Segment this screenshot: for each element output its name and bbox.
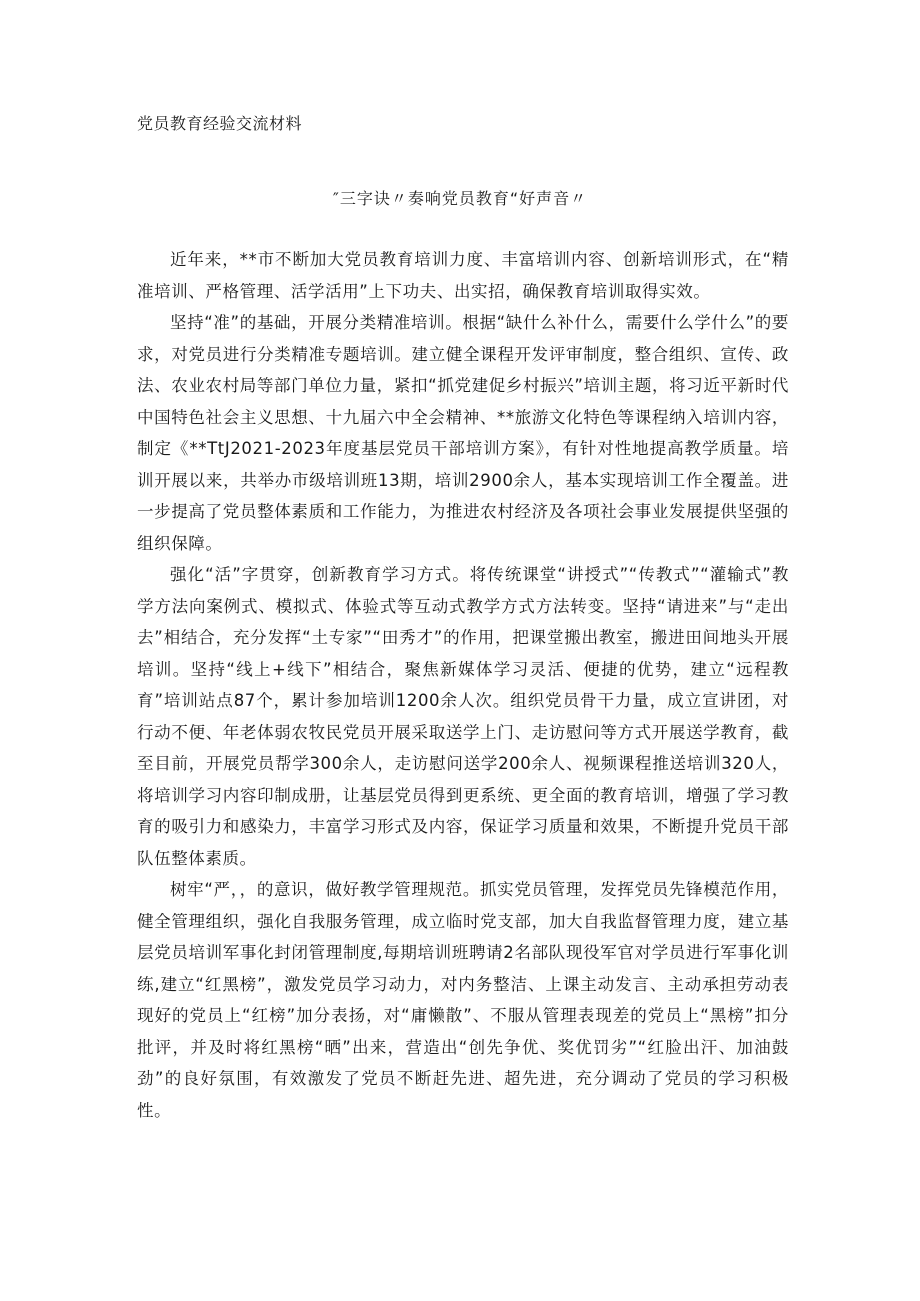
document-title: ″三字诀〃奏响党员教育“好声音〃: [332, 189, 588, 208]
paragraph-strict-management: 树牢“严，，的意识，做好教学管理规范。抓实党员管理，发挥党员先锋模范作用，健全管理组织，强化自我服务管理，成立临时党支部，加大自我监督管理力度，建立基层党员培训军事化封闭管理制度,每期培训班聘请2名部队现役军官对学员进行军事化训练,建立“红黑榜”，激发党员学习动力，对内务整洁、上课主动发言、主动承担劳动表现好的党员上“红榜”加分表扬，对“庸懒散”、不服从管理表现差的党员上“黑榜”扣分批评，并及时将红黑榜“晒”出来，营造出“创先争优、奖优罚劣”“红脸出汗、加油鼓劲”的良好氛围，有效激发了党员不断赶先进、超先进，充分调动了党员的学习积极性。: [137, 880, 789, 1120]
paragraph-flexible-learning: 强化“活”字贯穿，创新教育学习方式。将传统课堂“讲授式”“传教式”“灌输式”教学方法向案例式、模拟式、体验式等互动式教学方式方法转变。坚持“请进来”与“走出去”相结合，充分发挥“土专家”“田秀才”的作用，把课堂搬出教室，搬进田间地头开展培训。坚持“线上+线下”相结合，聚焦新媒体学习灵活、便捷的优势，建立“远程教育”培训站点87个，累计参加培训1200余人次。组织党员骨干力量，成立宣讲团，对行动不便、年老体弱农牧民党员开展采取送学上门、走访慰问等方式开展送学教育，截至目前，开展党员帮学300余人，走访慰问送学200余人、视频课程推送培训320人，将培训学习内容印制成册，让基层党员得到更系统、更全面的教育培训，增强了学习教育的吸引力和感染力，丰富学习形式及内容，保证学习质量和效果，不断提升党员干部队伍整体素质。: [137, 565, 789, 868]
document-label: 党员教育经验交流材料: [137, 114, 303, 133]
paragraph-precise-training: 坚持“准”的基础，开展分类精准培训。根据“缺什么补什么，需要什么学什么”的要求，对党员进行分类精准专题培训。建立健全课程开发评审制度，整合组织、宣传、政法、农业农村局等部门单位力量，紧扣“抓党建促乡村振兴”培训主题，将习近平新时代中国特色社会主义思想、十九届六中全会精神、**旅游文化特色等课程纳入培训内容，制定《**TtJ2021-2023年度基层党员干部培训方案》，有针对性地提高教学质量。培训开展以来，共举办市级培训班13期，培训2900余人，基本实现培训工作全覆盖。进一步提高了党员整体素质和工作能力，为推进农村经济及各项社会事业发展提供坚强的组织保障。: [137, 313, 789, 553]
paragraph-intro: 近年来，**市不断加大党员教育培训力度、丰富培训内容、创新培训形式，在“精准培训、严格管理、活学活用”上下功夫、出实招，确保教育培训取得实效。: [137, 250, 789, 301]
document-body: [137, 244, 789, 1126]
